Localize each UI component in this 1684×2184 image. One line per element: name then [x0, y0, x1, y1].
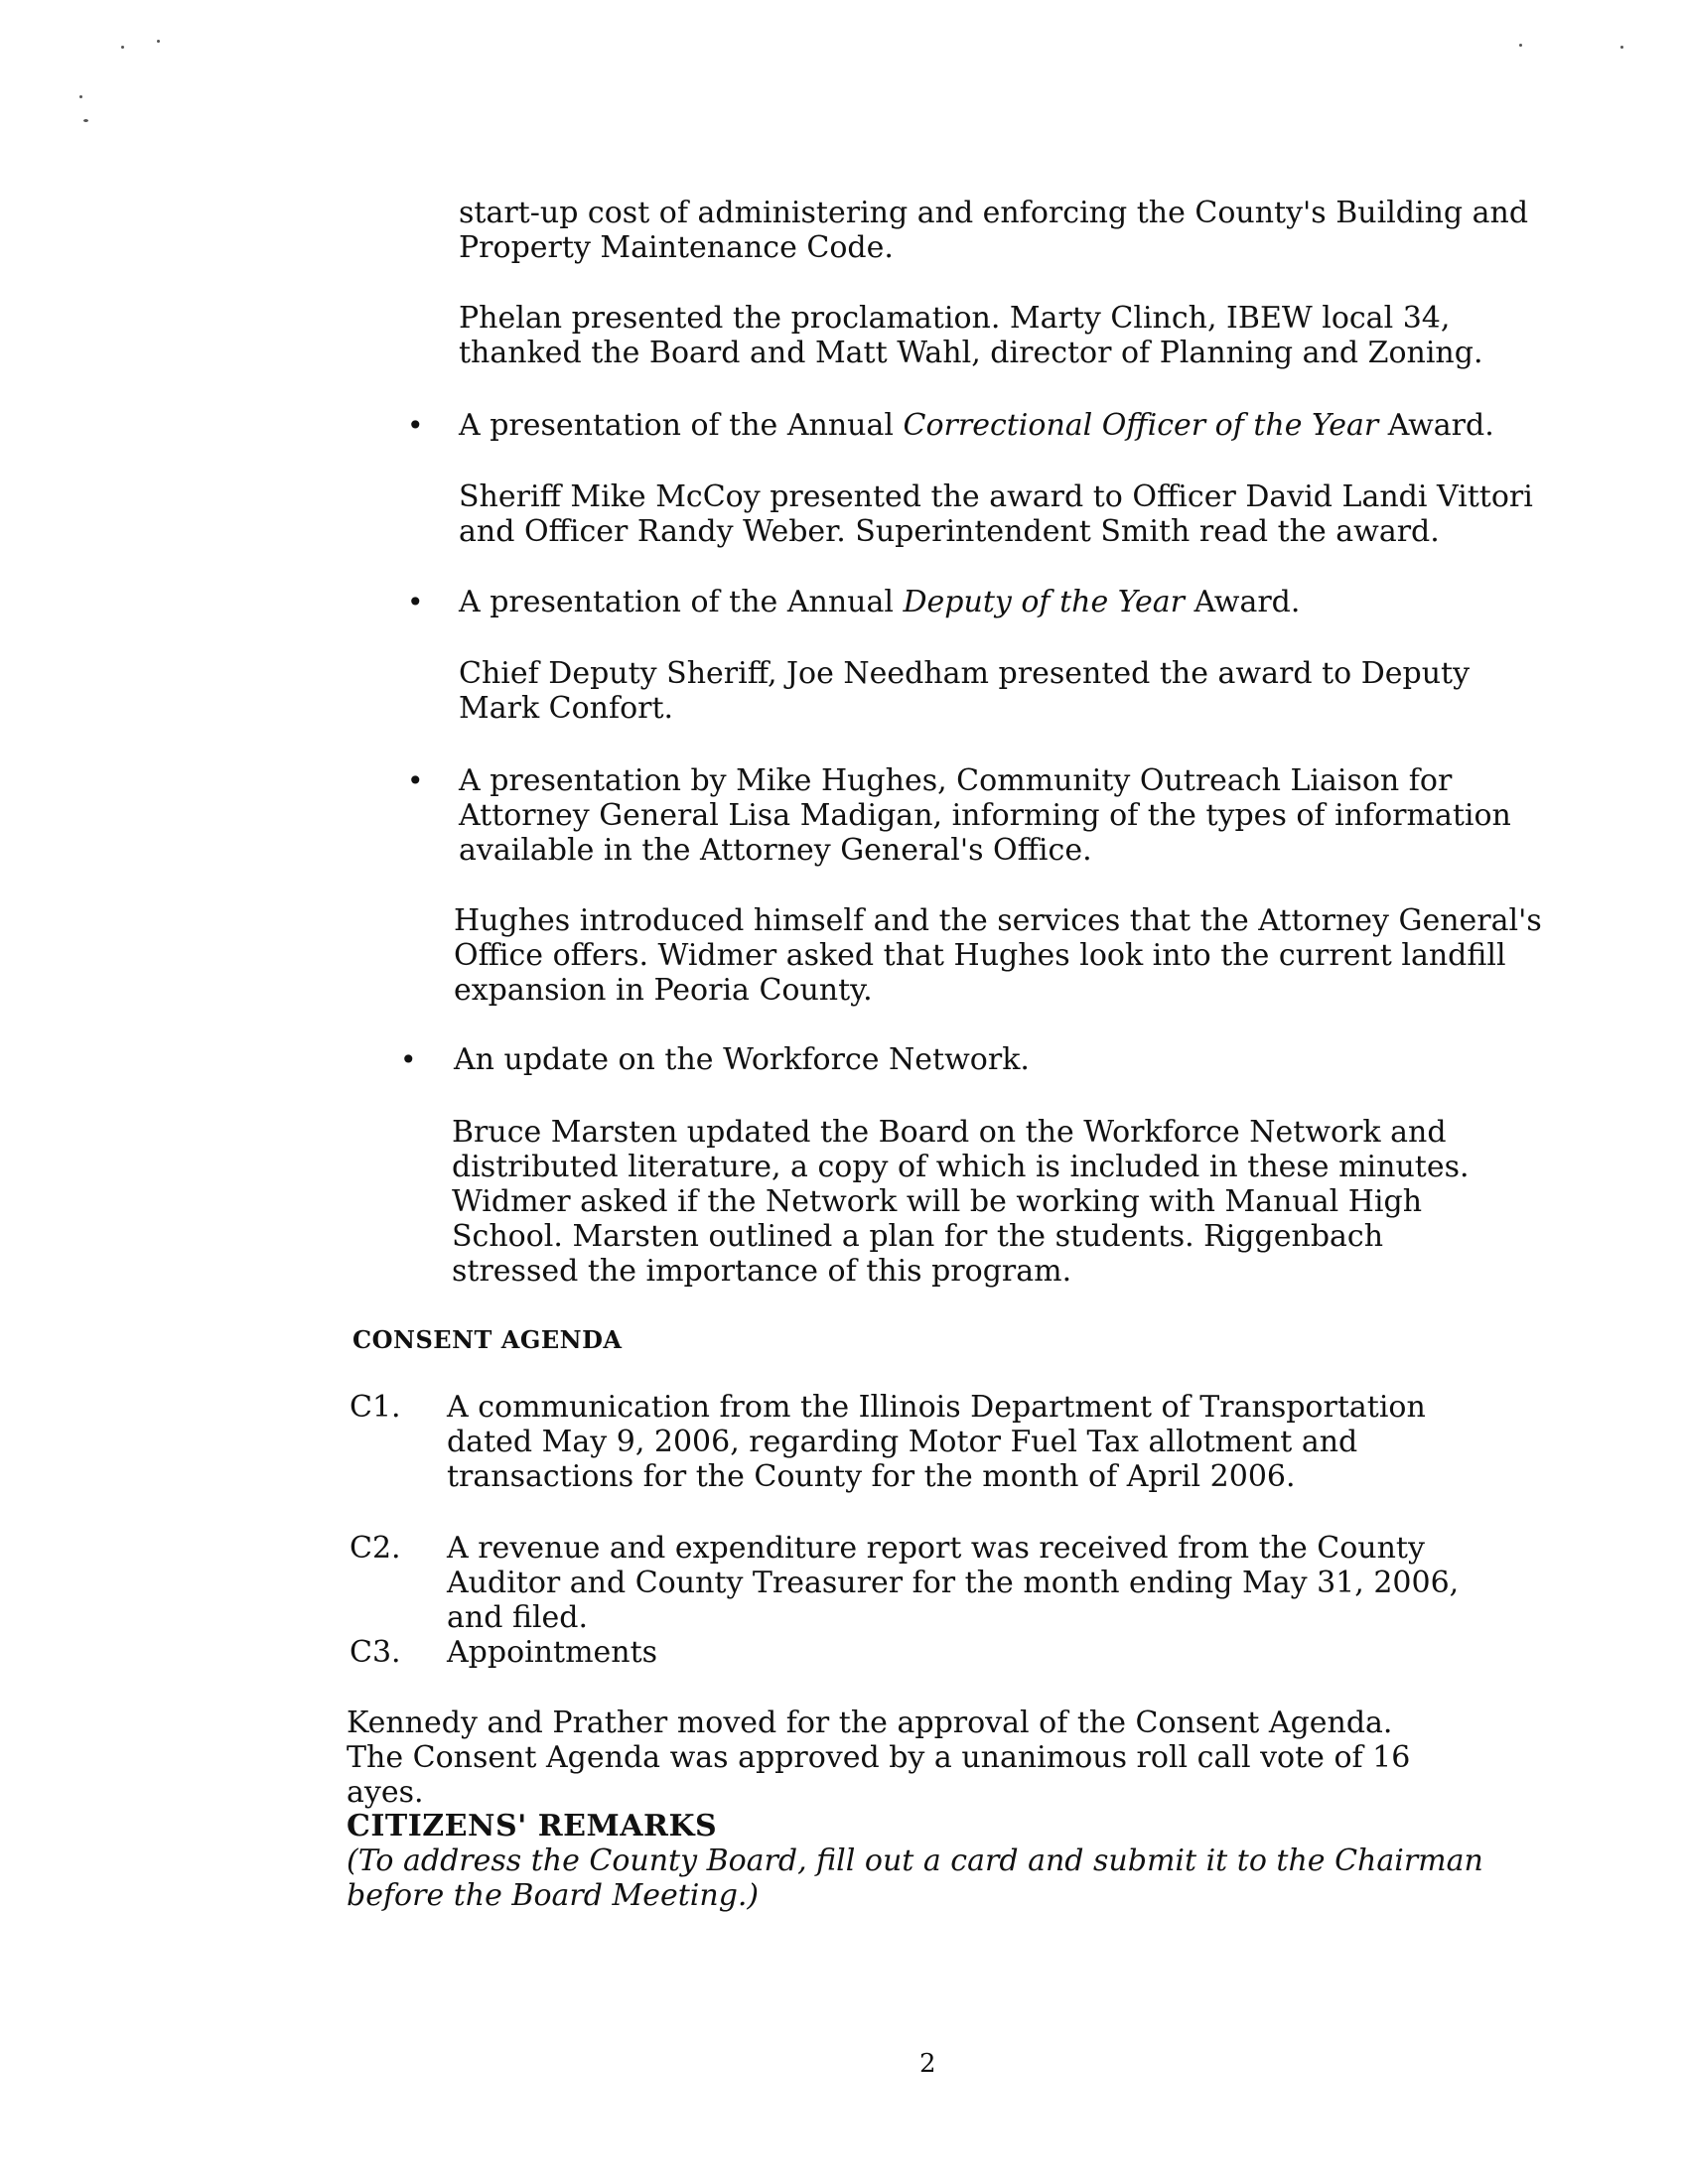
scan-speck [79, 95, 82, 98]
item-suffix: Award. [1378, 408, 1494, 443]
scan-speck [1620, 46, 1623, 49]
consent-item-text: A communication from the Illinois Department of Transportation dated May 9, 2006, regarding Motor Fuel Tax allotment and transactions for the County for the month of April 2006. [447, 1390, 1426, 1494]
proclamation-paragraph: Phelan presented the proclamation. Marty Clinch, IBEW local 34, thanked the Board and Matt Wahl, director of Planning and Zoning. [459, 301, 1483, 370]
citizens-remarks-note: (To address the County Board, fill out a card and submit it to the Chairman before the Board Meeting.) [347, 1843, 1483, 1913]
award-name: Deputy of the Year [903, 585, 1185, 619]
scan-speck [83, 119, 88, 122]
continuation-paragraph: start-up cost of administering and enforcing the County's Building and Property Maintenance Code. [459, 196, 1529, 265]
bullet-marker: • [400, 1043, 417, 1076]
citizens-remarks-heading: CITIZENS' REMARKS [347, 1809, 718, 1843]
presentation-detail-correctional-officer: Sheriff Mike McCoy presented the award to Officer David Landi Vittori and Officer Randy Weber. Superintendent Smith read the award. [459, 479, 1533, 549]
presentation-item-correctional-officer [459, 408, 1551, 443]
presentation-detail-workforce: Bruce Marsten updated the Board on the Workforce Network and distributed literature, a copy of which is included in these minutes. Widmer asked if the Network will be working with Manual High School. Marsten outlined a plan for the students. Riggenbach stressed the importance of this program. [452, 1115, 1470, 1289]
page-number: 2 [919, 2049, 936, 2079]
presentation-item-attorney-general: A presentation by Mike Hughes, Community Outreach Liaison for Attorney General Lisa Madigan, informing of the types of information available in the Attorney General's Office. [459, 763, 1511, 868]
presentation-detail-attorney-general: Hughes introduced himself and the services that the Attorney General's Office offers. Widmer asked that Hughes look into the current landfill expansion in Peoria County. [454, 903, 1542, 1008]
consent-item-label: C2. [350, 1531, 401, 1566]
presentation-item-workforce: An update on the Workforce Network. [454, 1042, 1030, 1077]
scan-speck [121, 46, 124, 49]
consent-item-text: Appointments [447, 1635, 658, 1670]
bullet-marker: • [407, 764, 424, 797]
consent-agenda-heading: CONSENT AGENDA [352, 1325, 623, 1354]
item-prefix: A presentation of the Annual [459, 408, 904, 443]
item-suffix: Award. [1184, 585, 1301, 619]
consent-item-text: A revenue and expenditure report was received from the County Auditor and County Treasurer for the month ending May 31, 2006, and filed. [447, 1531, 1460, 1635]
consent-item-label: C3. [350, 1635, 401, 1670]
award-name: Correctional Officer of the Year [903, 408, 1379, 443]
presentation-item-deputy-of-year [459, 585, 1551, 619]
consent-item-label: C1. [350, 1390, 401, 1425]
presentation-detail-deputy-of-year: Chief Deputy Sheriff, Joe Needham presented the award to Deputy Mark Confort. [459, 656, 1471, 726]
bullet-marker: • [407, 586, 424, 618]
scan-speck [157, 40, 160, 43]
scan-speck [1519, 44, 1522, 47]
consent-agenda-summary: Kennedy and Prather moved for the approval of the Consent Agenda. The Consent Agenda was approved by a unanimous roll call vote of 16 ayes. [347, 1706, 1411, 1810]
bullet-marker: • [407, 409, 424, 442]
item-prefix: A presentation of the Annual [459, 585, 904, 619]
